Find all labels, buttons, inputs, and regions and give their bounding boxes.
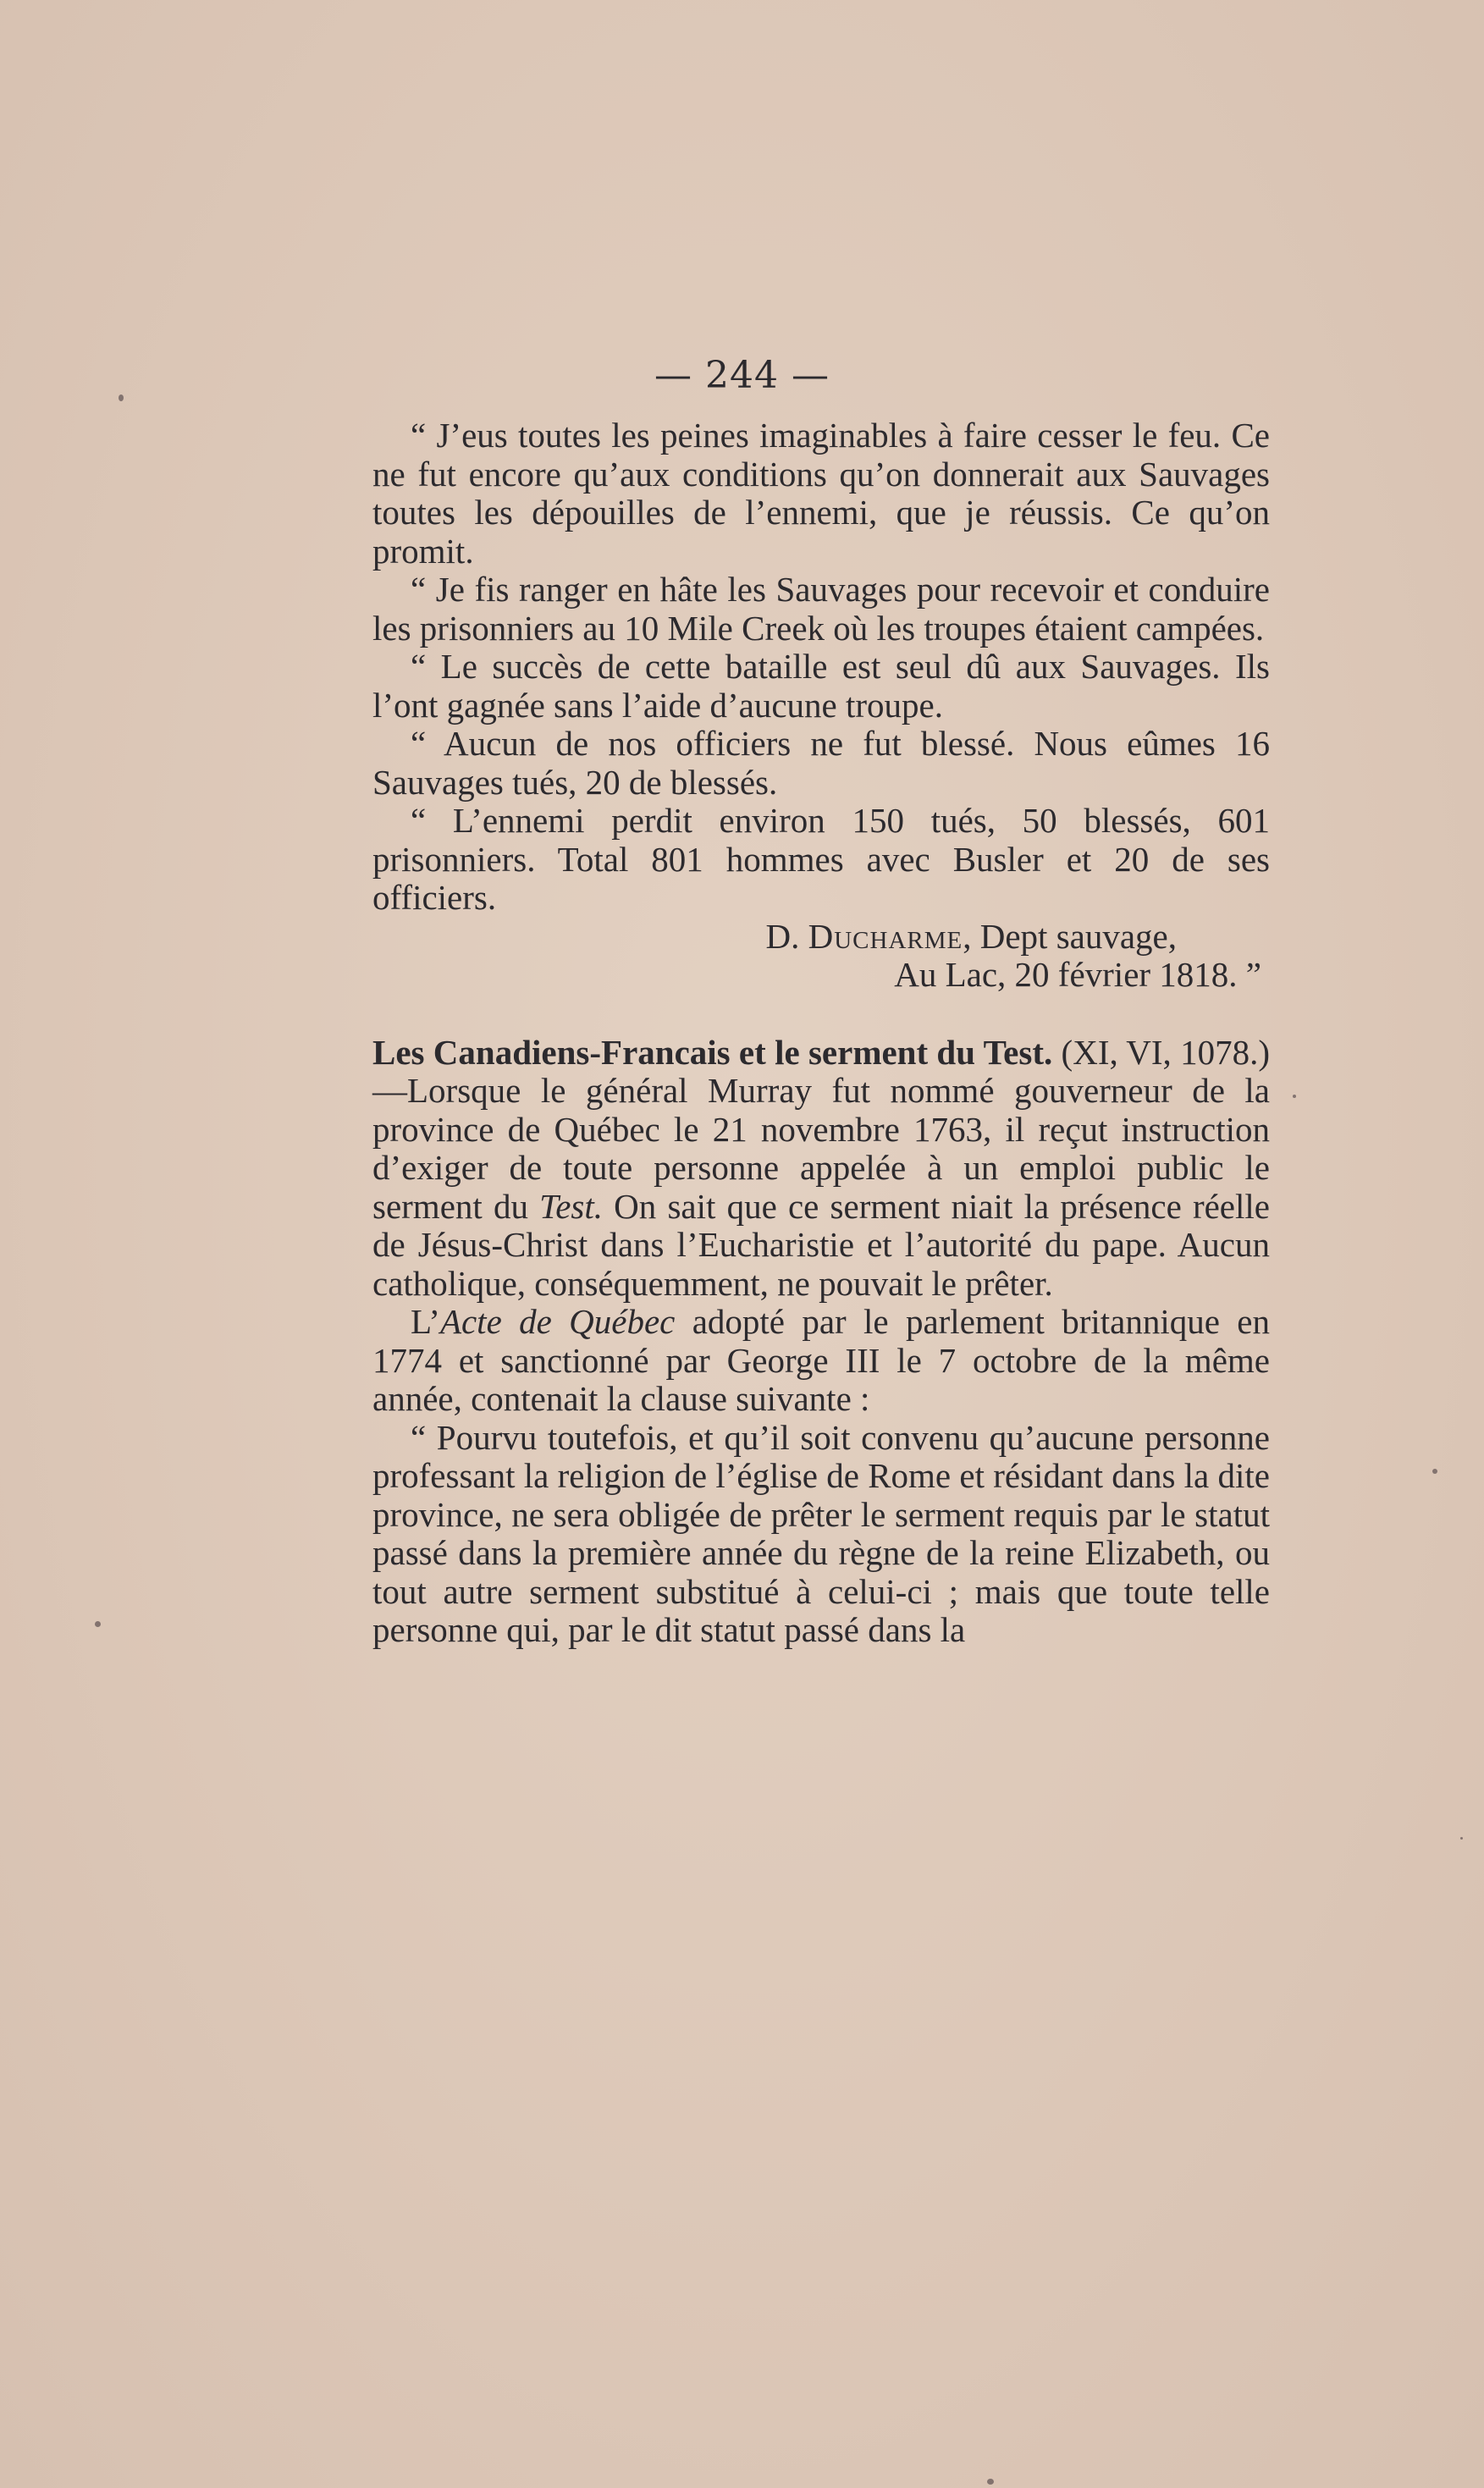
quote-paragraph-4: “ Aucun de nos officiers ne fut blessé. Nous eûmes 16 Sauvages tués, 20 de blessés. bbox=[372, 724, 1270, 802]
article-paragraph-2-start: L’ bbox=[411, 1302, 440, 1341]
article-paragraph-1 bbox=[372, 1034, 1270, 1304]
article-paragraph-1-rest: On sait que ce serment niait la présence réelle de Jésus-Christ dans l’Eucharistie et l’autorité du pape. Aucun catholique, conséquemment, ne pouvait le prêter. bbox=[372, 1186, 1270, 1303]
quote-paragraph-3: “ Le succès de cette bataille est seul dû aux Sauvages. Ils l’ont gagnée sans l’aide d’aucune troupe. bbox=[372, 647, 1270, 725]
signature-title: , Dept sauvage, bbox=[963, 916, 1177, 956]
quote-paragraph-5: “ L’ennemi perdit environ 150 tués, 50 blessés, 601 prisonniers. Total 801 hommes avec Busler et 20 de ses officiers. bbox=[372, 801, 1270, 917]
paper-speck bbox=[1293, 1095, 1296, 1098]
paper-speck bbox=[95, 1621, 101, 1627]
article-paragraph-2 bbox=[372, 1303, 1270, 1419]
paper-speck bbox=[987, 2479, 994, 2485]
section-gap bbox=[372, 995, 1270, 1034]
signature-initial: D. bbox=[765, 916, 808, 956]
signature-line bbox=[372, 918, 1270, 957]
article-heading: Les Canadiens-Francais et le serment du Test. bbox=[372, 1032, 1053, 1072]
quote-paragraph-1: “ J’eus toutes les peines imaginables à faire cesser le feu. Ce ne fut encore qu’aux conditions qu’on donnerait aux Sauvages toutes les dépouilles de l’ennemi, que je réussis. Ce qu’on promit. bbox=[372, 416, 1270, 571]
test-italic: Test. bbox=[539, 1186, 603, 1226]
article-paragraph-3: “ Pourvu toutefois, et qu’il soit convenu qu’aucune personne professant la religion de l’église de Rome et résidant dans la dite province, ne sera obligée de prêter le serment requis par le statut passé dans la première année du règne de la reine Elizabeth, ou tout autre serment substitué à celui-ci ; mais que toute telle personne qui, par le dit statut passé dans la bbox=[372, 1417, 1270, 1649]
paper-speck bbox=[1432, 1469, 1437, 1474]
paper-speck bbox=[1460, 1837, 1463, 1840]
signature-date: Au Lac, 20 février 1818. ” bbox=[894, 955, 1261, 994]
page-text bbox=[372, 417, 1270, 1650]
article-paragraph-2-rest: adopté par le parlement britannique en 1774 et sanctionné par George III le 7 octobre de la même année, contenait la clause suivante : bbox=[372, 1302, 1270, 1418]
acte-de-quebec-italic: Acte de Québec bbox=[439, 1302, 676, 1341]
article-reference-text: (XI, VI, 1078.)—Lorsque le général Murray fut nommé gouverneur de la province de Québec le 21 novembre 1763, il reçut instruction d’exiger de toute personne appelée à un emploi public le serment du bbox=[372, 1032, 1271, 1226]
quote-paragraph-2: “ Je fis ranger en hâte les Sauvages pour recevoir et conduire les prisonniers au 10 Mile Creek où les troupes étaient campées. bbox=[372, 570, 1270, 648]
page-number: — 244 — bbox=[654, 354, 830, 397]
signature-name: Ducharme bbox=[808, 916, 963, 956]
paper-speck bbox=[119, 394, 124, 401]
